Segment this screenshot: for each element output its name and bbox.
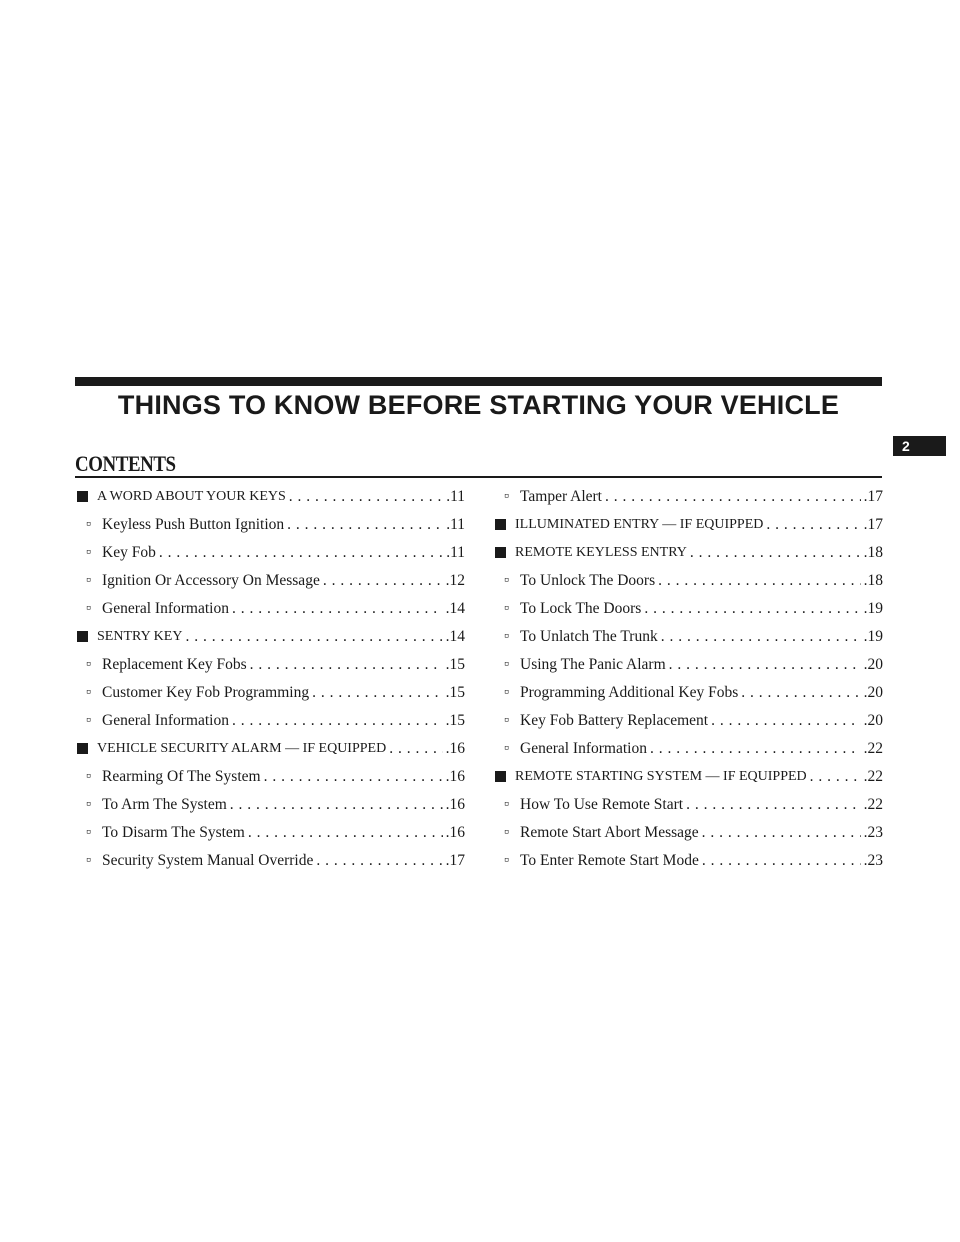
toc-entry-page-number: .16 xyxy=(445,796,465,813)
hollow-square-bullet-icon: ▫ xyxy=(86,657,91,672)
toc-right-column xyxy=(495,483,883,875)
toc-entry-label: Rearming Of The System xyxy=(102,768,261,785)
toc-entry-label: Programming Additional Key Fobs xyxy=(520,684,739,701)
hollow-square-bullet-icon: ▫ xyxy=(504,713,509,728)
dot-leader xyxy=(287,516,443,534)
toc-entry-page-number: .11 xyxy=(446,516,465,533)
toc-entry-label: Ignition Or Accessory On Message xyxy=(102,572,320,589)
toc-entry-page-number: .11 xyxy=(446,488,465,505)
dot-leader xyxy=(810,768,861,786)
toc-entry-page-number: .15 xyxy=(445,684,465,701)
toc-section-entry[interactable] xyxy=(77,735,465,763)
toc-entry-page-number: .15 xyxy=(445,712,465,729)
dot-leader xyxy=(702,824,861,842)
toc-left-column xyxy=(77,483,465,875)
toc-section-entry[interactable] xyxy=(77,623,465,651)
dot-leader xyxy=(232,600,443,618)
toc-subsection-entry[interactable] xyxy=(77,763,465,791)
toc-entry-page-number: .23 xyxy=(863,824,883,841)
toc-entry-label: To Unlatch The Trunk xyxy=(520,628,658,645)
toc-entry-label: REMOTE KEYLESS ENTRY xyxy=(515,545,687,560)
hollow-square-bullet-icon: ▫ xyxy=(86,797,91,812)
toc-entry-page-number: .17 xyxy=(863,516,883,533)
toc-entry-label: General Information xyxy=(520,740,647,757)
toc-subsection-entry[interactable] xyxy=(77,539,465,567)
toc-entry-label: To Unlock The Doors xyxy=(520,572,656,589)
toc-subsection-entry[interactable] xyxy=(495,483,883,511)
contents-rule xyxy=(75,476,882,478)
hollow-square-bullet-icon: ▫ xyxy=(504,573,509,588)
hollow-square-bullet-icon: ▫ xyxy=(86,517,91,532)
hollow-square-bullet-icon: ▫ xyxy=(86,601,91,616)
toc-entry-label: Keyless Push Button Ignition xyxy=(102,516,285,533)
toc-entry-label: ILLUMINATED ENTRY — IF EQUIPPED xyxy=(515,517,764,532)
dot-leader xyxy=(232,712,443,730)
hollow-square-bullet-icon: ▫ xyxy=(86,853,91,868)
chapter-top-rule xyxy=(75,377,882,386)
toc-subsection-entry[interactable] xyxy=(495,679,883,707)
dot-leader xyxy=(650,740,861,758)
dot-leader xyxy=(312,684,443,702)
toc-entry-page-number: .20 xyxy=(863,712,883,729)
toc-subsection-entry[interactable] xyxy=(77,595,465,623)
chapter-tab-number: 2 xyxy=(893,436,946,456)
hollow-square-bullet-icon: ▫ xyxy=(86,769,91,784)
toc-entry-page-number: .19 xyxy=(863,600,883,617)
dot-leader xyxy=(185,628,442,646)
square-bullet-icon xyxy=(495,544,515,562)
toc-subsection-entry[interactable] xyxy=(495,623,883,651)
dot-leader xyxy=(605,488,861,506)
toc-entry-label: Tamper Alert xyxy=(520,488,602,505)
toc-entry-label: SENTRY KEY xyxy=(97,629,183,644)
toc-entry-label: To Arm The System xyxy=(102,796,227,813)
toc-entry-label: Using The Panic Alarm xyxy=(520,656,666,673)
toc-entry-page-number: .17 xyxy=(445,852,465,869)
toc-subsection-entry[interactable] xyxy=(77,651,465,679)
dot-leader xyxy=(248,824,443,842)
hollow-square-bullet-icon: ▫ xyxy=(504,853,509,868)
toc-subsection-entry[interactable] xyxy=(77,511,465,539)
square-bullet-icon xyxy=(77,488,97,506)
toc-entry-page-number: .22 xyxy=(863,796,883,813)
toc-section-entry[interactable] xyxy=(495,511,883,539)
toc-section-entry[interactable] xyxy=(77,483,465,511)
toc-entry-page-number: .16 xyxy=(445,768,465,785)
toc-subsection-entry[interactable] xyxy=(77,567,465,595)
dot-leader xyxy=(711,712,861,730)
square-bullet-icon xyxy=(77,628,97,646)
toc-entry-page-number: .14 xyxy=(445,628,465,645)
hollow-square-bullet-icon: ▫ xyxy=(504,797,509,812)
hollow-square-bullet-icon: ▫ xyxy=(504,601,509,616)
toc-entry-page-number: .20 xyxy=(863,684,883,701)
hollow-square-bullet-icon: ▫ xyxy=(504,629,509,644)
hollow-square-bullet-icon: ▫ xyxy=(86,713,91,728)
dot-leader xyxy=(661,628,861,646)
toc-entry-label: A WORD ABOUT YOUR KEYS xyxy=(97,489,286,504)
toc-entry-label: To Enter Remote Start Mode xyxy=(520,852,699,869)
toc-subsection-entry[interactable] xyxy=(495,735,883,763)
toc-subsection-entry[interactable] xyxy=(77,847,465,875)
toc-entry-label: General Information xyxy=(102,600,229,617)
toc-entry-label: Key Fob xyxy=(102,544,156,561)
toc-entry-page-number: .16 xyxy=(445,740,465,757)
toc-entry-page-number: .18 xyxy=(863,572,883,589)
toc-section-entry[interactable] xyxy=(495,763,883,791)
toc-entry-page-number: .23 xyxy=(863,852,883,869)
hollow-square-bullet-icon: ▫ xyxy=(86,573,91,588)
toc-entry-label: Key Fob Battery Replacement xyxy=(520,712,709,729)
toc-entry-label: Remote Start Abort Message xyxy=(520,824,699,841)
hollow-square-bullet-icon: ▫ xyxy=(504,825,509,840)
toc-subsection-entry[interactable] xyxy=(77,791,465,819)
toc-subsection-entry[interactable] xyxy=(77,679,465,707)
toc-entry-page-number: .16 xyxy=(445,824,465,841)
toc-subsection-entry[interactable] xyxy=(77,819,465,847)
toc-subsection-entry[interactable] xyxy=(495,651,883,679)
toc-entry-label: Customer Key Fob Programming xyxy=(102,684,310,701)
hollow-square-bullet-icon: ▫ xyxy=(86,685,91,700)
toc-entry-label: VEHICLE SECURITY ALARM — IF EQUIPPED xyxy=(97,741,387,756)
toc-entry-label: Security System Manual Override xyxy=(102,852,314,869)
square-bullet-icon xyxy=(495,768,515,786)
hollow-square-bullet-icon: ▫ xyxy=(504,741,509,756)
dot-leader xyxy=(250,656,443,674)
toc-entry-page-number: .20 xyxy=(863,656,883,673)
dot-leader xyxy=(669,656,861,674)
toc-subsection-entry[interactable] xyxy=(495,707,883,735)
toc-entry-page-number: .12 xyxy=(445,572,465,589)
toc-subsection-entry[interactable] xyxy=(495,847,883,875)
dot-leader xyxy=(389,740,442,758)
dot-leader xyxy=(766,516,860,534)
toc-subsection-entry[interactable] xyxy=(77,707,465,735)
dot-leader xyxy=(686,796,861,814)
dot-leader xyxy=(289,488,443,506)
dot-leader xyxy=(264,768,443,786)
hollow-square-bullet-icon: ▫ xyxy=(86,545,91,560)
toc-entry-page-number: .22 xyxy=(863,768,883,785)
toc-entry-page-number: .17 xyxy=(863,488,883,505)
dot-leader xyxy=(690,544,861,562)
toc-entry-page-number: .15 xyxy=(445,656,465,673)
toc-entry-page-number: .22 xyxy=(863,740,883,757)
toc-entry-label: To Lock The Doors xyxy=(520,600,642,617)
toc-entry-page-number: .14 xyxy=(445,600,465,617)
square-bullet-icon xyxy=(495,516,515,534)
toc-subsection-entry[interactable] xyxy=(495,791,883,819)
dot-leader xyxy=(741,684,860,702)
toc-entry-label: How To Use Remote Start xyxy=(520,796,684,813)
toc-entry-label: REMOTE STARTING SYSTEM — IF EQUIPPED xyxy=(515,769,807,784)
toc-entry-label: General Information xyxy=(102,712,229,729)
dot-leader xyxy=(658,572,861,590)
dot-leader xyxy=(702,852,861,870)
toc-entry-page-number: .19 xyxy=(863,628,883,645)
dot-leader xyxy=(159,544,443,562)
hollow-square-bullet-icon: ▫ xyxy=(504,489,509,504)
dot-leader xyxy=(230,796,443,814)
contents-heading: CONTENTS xyxy=(75,451,176,476)
toc-entry-page-number: .18 xyxy=(863,544,883,561)
toc-subsection-entry[interactable] xyxy=(495,819,883,847)
chapter-title: THINGS TO KNOW BEFORE STARTING YOUR VEHICLE xyxy=(117,390,840,420)
dot-leader xyxy=(323,572,443,590)
square-bullet-icon xyxy=(77,740,97,758)
dot-leader xyxy=(316,852,442,870)
hollow-square-bullet-icon: ▫ xyxy=(504,657,509,672)
hollow-square-bullet-icon: ▫ xyxy=(86,825,91,840)
toc-entry-label: To Disarm The System xyxy=(102,824,245,841)
toc-subsection-entry[interactable] xyxy=(495,595,883,623)
hollow-square-bullet-icon: ▫ xyxy=(504,685,509,700)
toc-entry-label: Replacement Key Fobs xyxy=(102,656,247,673)
toc-entry-page-number: .11 xyxy=(446,544,465,561)
toc-subsection-entry[interactable] xyxy=(495,567,883,595)
dot-leader xyxy=(644,600,860,618)
toc-section-entry[interactable] xyxy=(495,539,883,567)
